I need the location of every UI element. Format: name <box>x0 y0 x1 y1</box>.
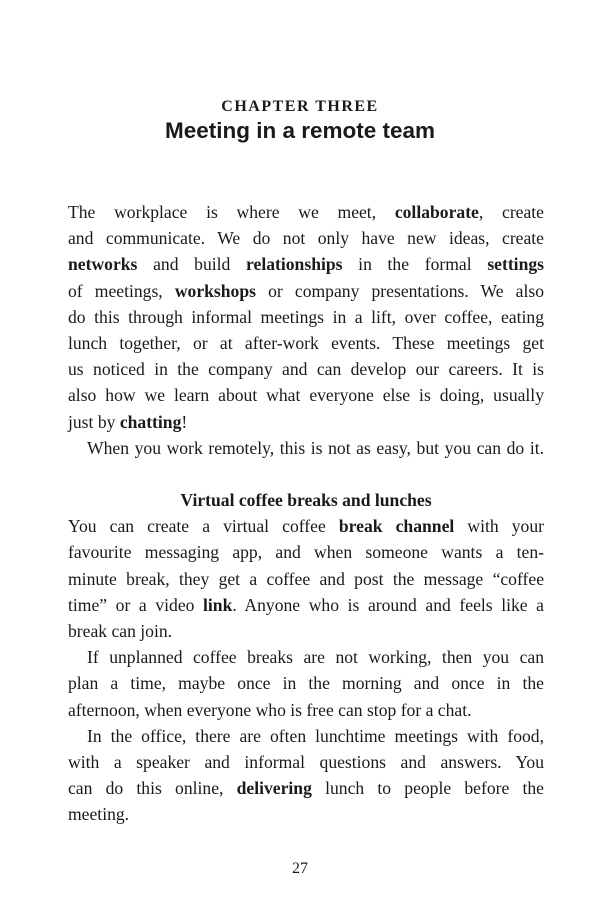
text-segment: If unplanned coffee breaks are not working, then you can <box>87 647 544 668</box>
bold-term: collaborate <box>394 202 479 222</box>
text-segment: . Anyone who is around and feels like a <box>232 594 544 615</box>
text-line <box>68 697 544 723</box>
text-segment: minute break, they get a coffee and post the message “coffee <box>68 568 544 589</box>
text-line <box>68 592 544 618</box>
text-segment: plan a time, maybe once in the morning and once in the <box>68 673 544 694</box>
text-line <box>68 539 544 565</box>
bold-term: Virtual coffee breaks and lunches <box>180 490 432 511</box>
text-segment: lunch together, or at after-work events. These meetings get <box>68 332 544 353</box>
bold-term: delivering <box>236 778 312 799</box>
text-segment: and build <box>137 254 247 275</box>
bold-term: networks <box>68 254 138 275</box>
bold-term: settings <box>487 254 544 275</box>
text-segment: or company presentations. We also <box>256 280 544 301</box>
text-segment: When you work remotely, this is not as easy, but you can do it. <box>87 437 544 458</box>
body-text <box>68 199 544 828</box>
text-segment: and communicate. We do not only have new ideas, create <box>68 228 544 249</box>
text-segment: meeting. <box>68 804 130 825</box>
text-segment: with your <box>454 516 544 537</box>
text-segment: in the formal <box>342 254 488 275</box>
text-line <box>68 356 544 382</box>
bold-term: chatting <box>119 411 182 432</box>
text-segment: of meetings, <box>68 280 175 301</box>
bold-term: break channel <box>338 516 455 537</box>
text-segment: also how we learn about what everyone else is doing, usually <box>68 385 544 406</box>
text-line <box>68 566 544 592</box>
text-line <box>68 670 544 696</box>
text-segment: afternoon, when everyone who is free can stop for a chat. <box>68 699 472 720</box>
text-line <box>68 251 544 277</box>
text-line <box>68 749 544 775</box>
text-segment: favourite messaging app, and when someone wants a ten- <box>68 542 544 563</box>
text-segment: can do this online, <box>68 778 237 799</box>
text-line <box>68 644 544 670</box>
section-heading <box>68 487 544 513</box>
text-line <box>68 775 544 801</box>
text-line <box>68 513 544 539</box>
text-segment: with a speaker and informal questions and answers. You <box>68 751 544 772</box>
paragraph-gap <box>68 461 544 487</box>
text-segment: us noticed in the company and can develop our careers. It is <box>68 359 544 380</box>
text-line <box>68 382 544 408</box>
text-segment: just by <box>68 411 120 432</box>
chapter-label: CHAPTER THREE <box>221 98 379 115</box>
bold-term: workshops <box>174 280 256 301</box>
text-segment: ! <box>181 411 188 432</box>
text-line <box>68 199 544 225</box>
text-segment: time” or a video <box>68 594 204 615</box>
page-number: 27 <box>292 860 308 877</box>
text-segment: lunch to people before the <box>311 778 544 799</box>
text-line <box>68 409 544 435</box>
text-line <box>68 618 544 644</box>
text-line <box>68 278 544 304</box>
text-segment: do this through informal meetings in a lift, over coffee, eating <box>68 306 544 327</box>
text-segment: You can create a virtual coffee <box>68 516 339 537</box>
chapter-title: Meeting in a remote team <box>164 118 436 143</box>
text-line <box>68 330 544 356</box>
text-line <box>68 723 544 749</box>
text-segment: In the office, there are often lunchtime meetings with food, <box>87 725 544 746</box>
bold-term: link <box>203 594 233 615</box>
bold-term: relationships <box>246 254 343 275</box>
text-segment: break can join. <box>68 621 173 641</box>
text-line <box>68 801 544 827</box>
text-line <box>68 435 544 461</box>
text-segment: , create <box>478 202 544 222</box>
text-segment: The workplace is where we meet, <box>68 202 395 222</box>
text-line <box>68 304 544 330</box>
text-line <box>68 225 544 251</box>
